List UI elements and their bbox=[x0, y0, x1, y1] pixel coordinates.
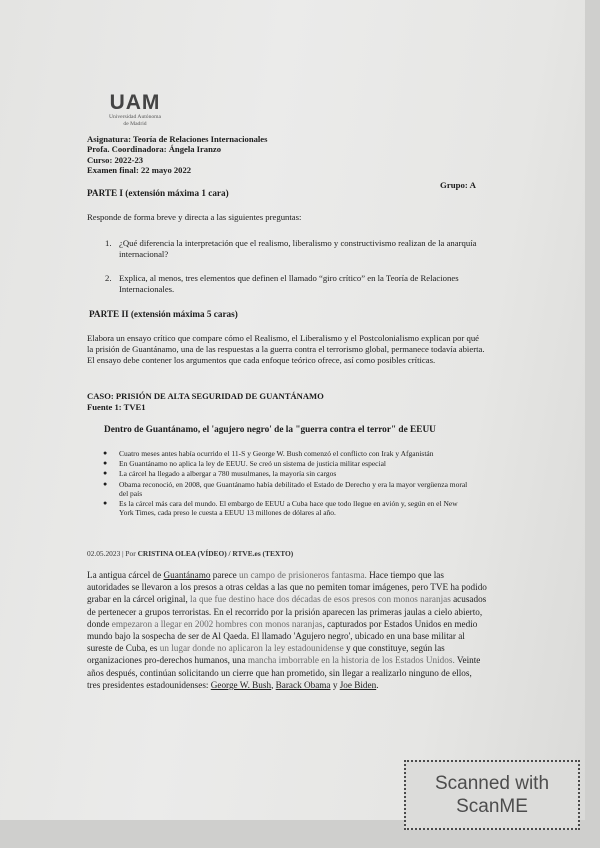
logo-name-line2: de Madrid bbox=[123, 120, 147, 127]
list-item: ● Es la cárcel más cara del mundo. El embargo de EEUU a Cuba hace que todo llegue en avión y, según en el New York Times, cada preso le cuesta a EEUU 13 millones de dólares al año. bbox=[103, 499, 458, 518]
watermark-line2: ScanME bbox=[456, 796, 528, 817]
exam-header bbox=[87, 134, 267, 175]
bullet-icon: ● bbox=[103, 459, 108, 468]
university-logo bbox=[100, 92, 170, 127]
case-title: CASO: PRISIÓN DE ALTA SEGURIDAD DE GUANTÁNAMO bbox=[87, 391, 324, 401]
bullet-icon: ● bbox=[103, 449, 108, 457]
bullet-icon: ● bbox=[103, 469, 108, 478]
group-label: Grupo: A bbox=[440, 180, 476, 190]
article-body: La antigua cárcel de Guantánamo parece un campo de prisioneros fantasma. Hace tiempo que las autoridades se llevaron a los presos a otras celdas a las que no pemiten tomar imágenes, pero TVE ha podido grabar en la cárcel original, la que fue destino hace dos décadas de esos presos con monos naranjas acusados de pertenecer a grupos terroristas. En el recorrido por la prisión aparecen las primeras jaulas a cielo abierto, donde empezaron a llegar en 2002 hombres con monos naranjas, capturados por Estados Unidos en medio mundo bajo la sospecha de ser de Al Qaeda. El llamado 'Agujero negro', ubicado en una base militar al sureste de Cuba, es un lugar donde no aplicaron la ley estadounidense y que constituye, según las organizaciones pro-derechos humanos, una mancha imborrable en la historia de los Estados Unidos. Veinte años después, continúan solicitando un cierre que han prometido, sin llegar a realizarlo ninguno de ellos, tres presidentes estadounidenses: George W. Bush, Barack Obama y Joe Biden. bbox=[87, 570, 487, 690]
link-obama[interactable]: Barack Obama bbox=[275, 679, 331, 690]
case-source: Fuente 1: TVE1 bbox=[87, 402, 146, 412]
link-guantanamo[interactable]: Guantánamo bbox=[163, 570, 211, 580]
list-item: ● Obama reconoció, en 2008, que Guantánamo había debilitado el Estado de Derecho y era la mayor vergüenza moral del país bbox=[103, 479, 468, 498]
link-biden[interactable]: Joe Biden bbox=[339, 679, 377, 690]
key-points-list bbox=[101, 449, 473, 518]
byline-date: 02.05.2023 | Por bbox=[87, 549, 138, 558]
article-headline: Dentro de Guantánamo, el 'agujero negro' de la "guerra contra el terror" de EEUU bbox=[104, 425, 436, 435]
byline-authors: CRISTINA OLEA (VÍDEO) / RTVE.es (TEXTO) bbox=[137, 549, 294, 558]
bullet-icon: ● bbox=[103, 479, 108, 488]
logo-mark: UAM bbox=[109, 91, 161, 114]
question-1 bbox=[105, 238, 489, 260]
list-item: ● Cuatro meses antes había ocurrido el 11-S y George W. Bush comenzó el conflicto con Irak y Afganistán bbox=[103, 449, 434, 458]
coordinator: Profa. Coordinadora: Ángela Iranzo bbox=[87, 144, 221, 155]
watermark-line1: Scanned with bbox=[434, 773, 550, 794]
exam-date: Examen final: 22 mayo 2022 bbox=[87, 164, 192, 175]
question-number: 1. bbox=[105, 238, 112, 248]
scan-watermark bbox=[404, 760, 580, 830]
question-2 bbox=[105, 273, 489, 295]
question-text: ¿Qué diferencia la interpretación que el realismo, liberalismo y constructivismo realizan de la anarquía internacional? bbox=[119, 238, 477, 259]
list-item: ● La cárcel ha llegado a albergar a 780 musulmanes, la mayoría sin cargos bbox=[103, 469, 337, 479]
question-number: 2. bbox=[105, 273, 112, 283]
subject: Asignatura: Teoría de Relaciones Internacionales bbox=[87, 134, 268, 144]
bullet-icon: ● bbox=[103, 499, 108, 508]
article-byline bbox=[87, 549, 293, 558]
part2-title: PARTE II (extensión máxima 5 caras) bbox=[89, 309, 238, 319]
question-text: Explica, al menos, tres elementos que definen el llamado “giro crítico” en la Teoría de Relaciones Internacionales. bbox=[119, 273, 459, 294]
list-item: ● En Guantánamo no aplica la ley de EEUU. Se creó un sistema de justicia militar especial bbox=[103, 459, 386, 469]
course: Curso: 2022-23 bbox=[87, 154, 144, 165]
part2-instructions: Elabora un ensayo crítico que compare cómo el Realismo, el Liberalismo y el Postcolonialismo explican por qué la prisión de Guantánamo, una de las respuestas a la guerra contra el terrorismo global, permanece todavía abierta. El ensayo debe contener los argumentos que cada enfoque teórico ofrece, así como posibles críticas. bbox=[87, 333, 485, 365]
logo-name-line1: Universidad Autónoma bbox=[108, 114, 162, 120]
part1-instructions: Responde de forma breve y directa a las siguientes preguntas: bbox=[87, 212, 302, 222]
link-bush[interactable]: George W. Bush bbox=[210, 679, 272, 690]
part1-title: PARTE I (extensión máxima 1 cara) bbox=[87, 188, 229, 198]
